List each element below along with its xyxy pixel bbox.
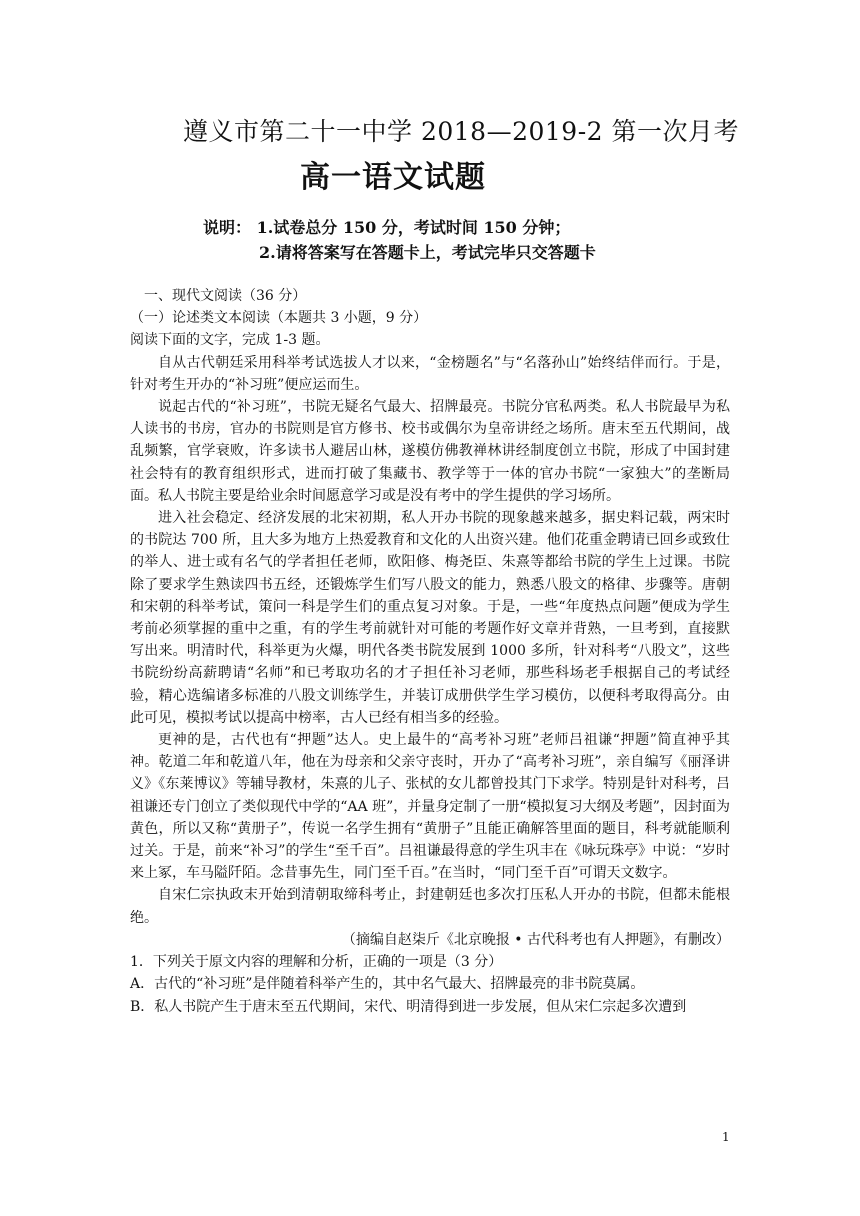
instructions-line-2: 2.请将答案写在答题卡上，考试完毕只交答题卡: [259, 243, 596, 262]
section-heading: 一、现代文阅读（36 分）: [144, 288, 307, 304]
passage-paragraph-1: 自从古代朝廷采用科举考试选拔人才以来，“金榜题名”与“名落孙山”始终结伴而行。于是，针对考生开办的“补习班”便应运而生。: [130, 354, 730, 393]
passage-source: （摘编自赵柒斤《北京晚报 • 古代科考也有人押题》，有删改）: [341, 931, 730, 948]
passage-paragraph-2: 说起古代的“补习班”，书院无疑名气最大、招牌最亮。书院分官私两类。私人书院最早为私人读书的书房，官办的书院则是官方修书、校书或偶尔为皇帝讲经之场所。唐末至五代期间，战乱频繁，官学衰败，许多读书人避居山林，遂模仿佛教禅林讲经制度创立书院，形成了中国封建社会特有的教育组织形式，进而打破了集藏书、教学等于一体的官办书院“一家独大”的垄断局面。私人书院主要是给业余时间愿意学习或是没有考中的学生提供的学习场所。: [130, 399, 730, 504]
question-1-option-b: B．私人书院产生于唐末至五代期间，宋代、明清得到进一步发展，但从宋仁宗起多次遭到: [130, 998, 687, 1015]
page-number: 1: [722, 1130, 730, 1144]
subsection-heading: （一）论述类文本阅读（本题共 3 小题，9 分）: [130, 310, 428, 327]
exam-subject-title: 高一语文试题: [300, 160, 486, 195]
passage-paragraph-5: 自宋仁宗执政末开始到清朝取缔科考止，封建朝廷也多次打压私人开办的书院，但都未能根绝。: [130, 887, 730, 926]
instructions-line-1: 说明： 1.试卷总分 150 分，考试时间 150 分钟；: [203, 218, 571, 237]
question-1-option-a: A．古代的“补习班”是伴随着科举产生的，其中名气最大、招牌最亮的非书院莫属。: [130, 976, 645, 993]
question-1: 1．下列关于原文内容的理解和分析，正确的一项是（3 分）: [130, 954, 503, 971]
reading-instruction: 阅读下面的文字，完成 1-3 题。: [130, 332, 330, 349]
passage-paragraph-3: 进入社会稳定、经济发展的北宋初期，私人开办书院的现象越来越多，据史料记载，两宋时的书院达 700 所，且大多为地方上热爱教育和文化的人出资兴建。他们花重金聘请已回乡或致仕的举人、进士或有名气的学者担任老师，欧阳修、梅尧臣、朱熹等都给书院的学生上过课。书院除了要求学生熟读四书五经，还锻炼学生们写八股文的能力，熟悉八股文的格律、步骤等。唐朝和宋朝的科举考试，策问一科是学生们的重点复习对象。于是，一些“年度热点问题”便成为学生考前必须掌握的重中之重，有的学生考前就针对可能的考题作好文章并背熟，一旦考到，直接默写出来。明清时代，科举更为火爆，明代各类书院发展到 1000 多所，针对科考“八股文”，这些书院纷纷高薪聘请“名师”和已考取功名的才子担任补习老师，那些科场老手根据自己的考试经验，精心选编诸多标准的八股文训练学生，并装订成册供学生学习模仿，以便科考取得高分。由此可见，模拟考试以提高中榜率，古人已经有相当多的经验。: [130, 510, 730, 726]
exam-title: 遵义市第二十一中学 2018—2019-2 第一次月考: [183, 117, 739, 146]
exam-body: [130, 285, 730, 1018]
passage-paragraph-4: 更神的是，古代也有“押题”达人。史上最牛的“高考补习班”老师吕祖谦“押题”简直神乎其神。乾道二年和乾道八年，他在为母亲和父亲守丧时，开办了“高考补习班”，亲自编写《丽泽讲义》《东莱博议》等辅导教材，朱熹的儿子、张栻的女儿都曾投其门下求学。特别是针对科考，吕祖谦还专门创立了类似现代中学的“AA 班”，并量身定制了一册“模拟复习大纲及考题”，因封面为黄色，所以又称“黄册子”，传说一名学生拥有“黄册子”且能正确解答里面的题目，科考就能顺利过关。于是，前来“补习”的学生“至千百”。吕祖谦最得意的学生巩丰在《咏玩珠亭》中说：“岁时来上冢，车马隘阡陌。念昔事先生，同门至千百。”在当时，“同门至千百”可谓天文数字。: [130, 732, 730, 882]
